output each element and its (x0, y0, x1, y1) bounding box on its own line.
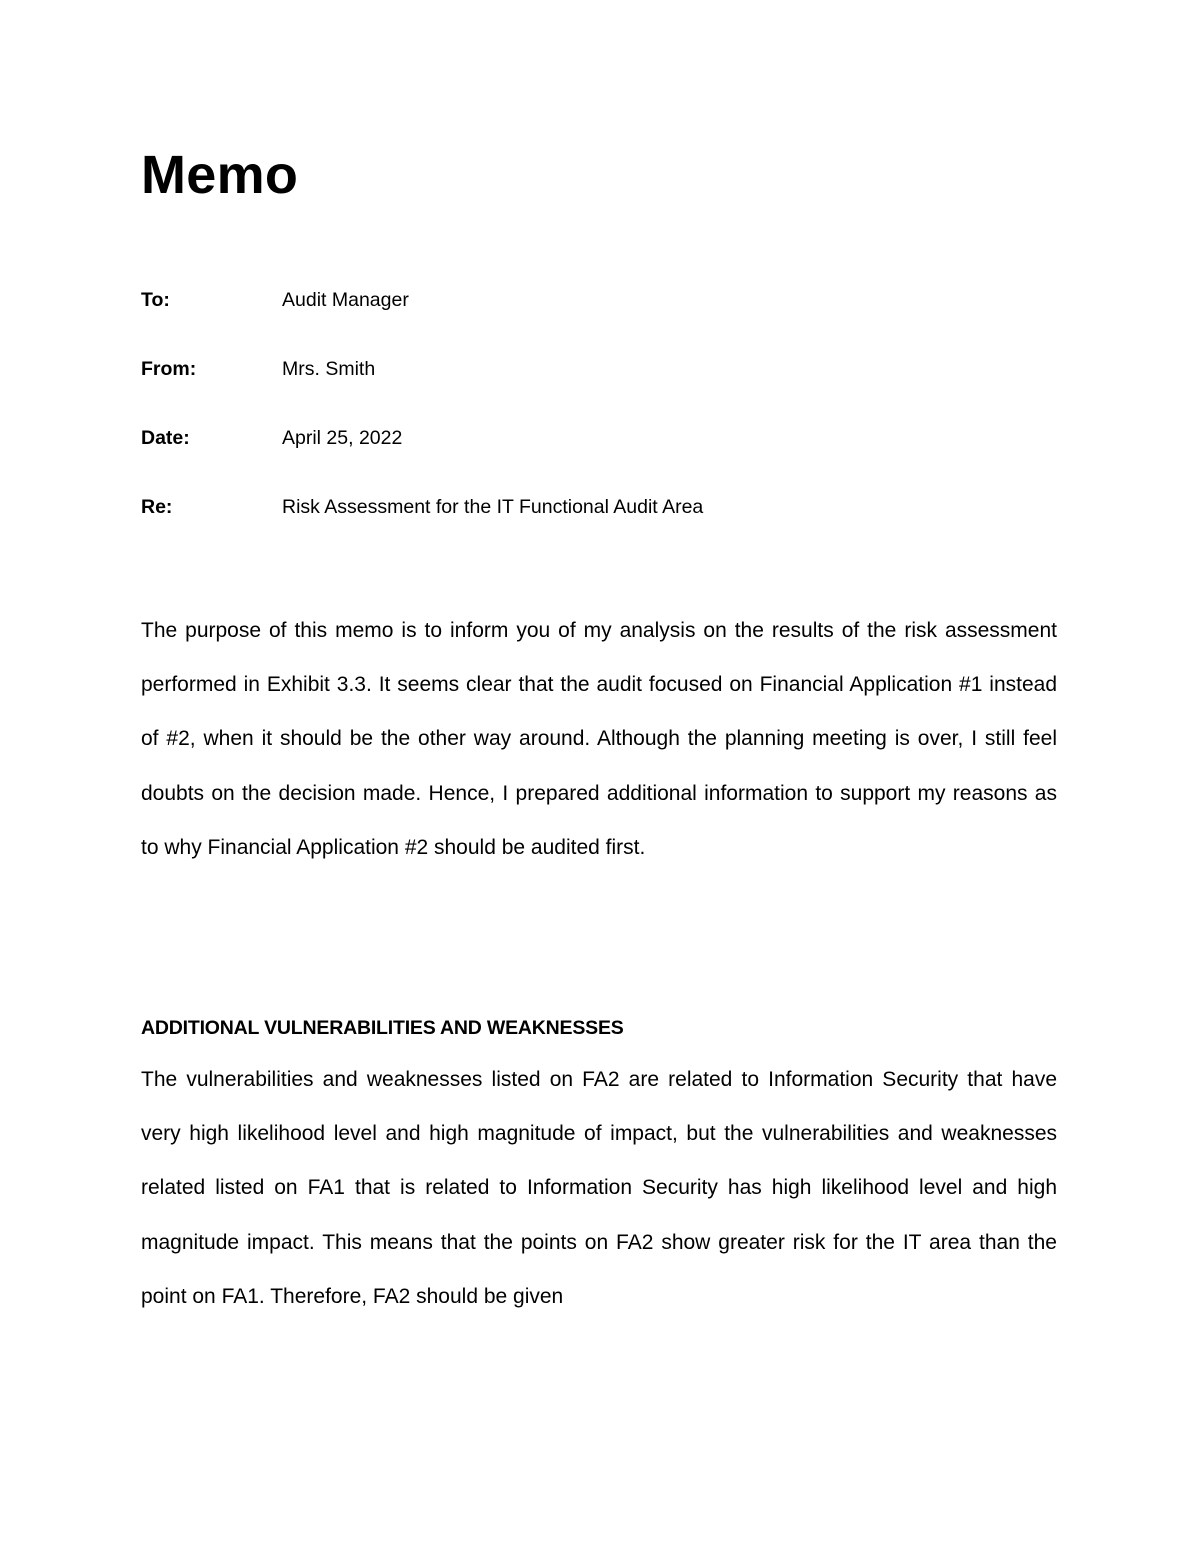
memo-title: Memo (141, 145, 299, 205)
section-heading-vulnerabilities: ADDITIONAL VULNERABILITIES AND WEAKNESSES (141, 1017, 624, 1039)
memo-header-date (141, 423, 1057, 453)
memo-header-from (141, 354, 1057, 384)
to-label: To: (141, 289, 170, 311)
vulnerabilities-paragraph: The vulnerabilities and weaknesses listed on FA2 are related to Information Security that have very high likelihood level and high magnitude of impact, but the vulnerabilities and weaknesses related listed on FA1 that is related to Information Security has high likelihood level and high magnitude impact. This means that the points on FA2 show greater risk for the IT area than the point on FA1. Therefore, FA2 should be given (141, 1068, 1057, 1308)
intro-paragraph: The purpose of this memo is to inform you of my analysis on the results of the risk assessment performed in Exhibit 3.3. It seems clear that the audit focused on Financial Application #1 instead of #2, when it should be the other way around. Although the planning meeting is over, I still feel doubts on the decision made. Hence, I prepared additional information to support my reasons as to why Financial Application #2 should be audited first. (141, 619, 1057, 859)
memo-header-to (141, 285, 1057, 315)
from-label: From: (141, 358, 197, 380)
re-label: Re: (141, 496, 173, 518)
to-value: Audit Manager (282, 289, 409, 311)
date-label: Date: (141, 427, 190, 449)
date-value: April 25, 2022 (282, 427, 403, 449)
memo-header-re (141, 492, 1057, 522)
re-value: Risk Assessment for the IT Functional Audit Area (282, 496, 704, 518)
from-value: Mrs. Smith (282, 358, 376, 380)
